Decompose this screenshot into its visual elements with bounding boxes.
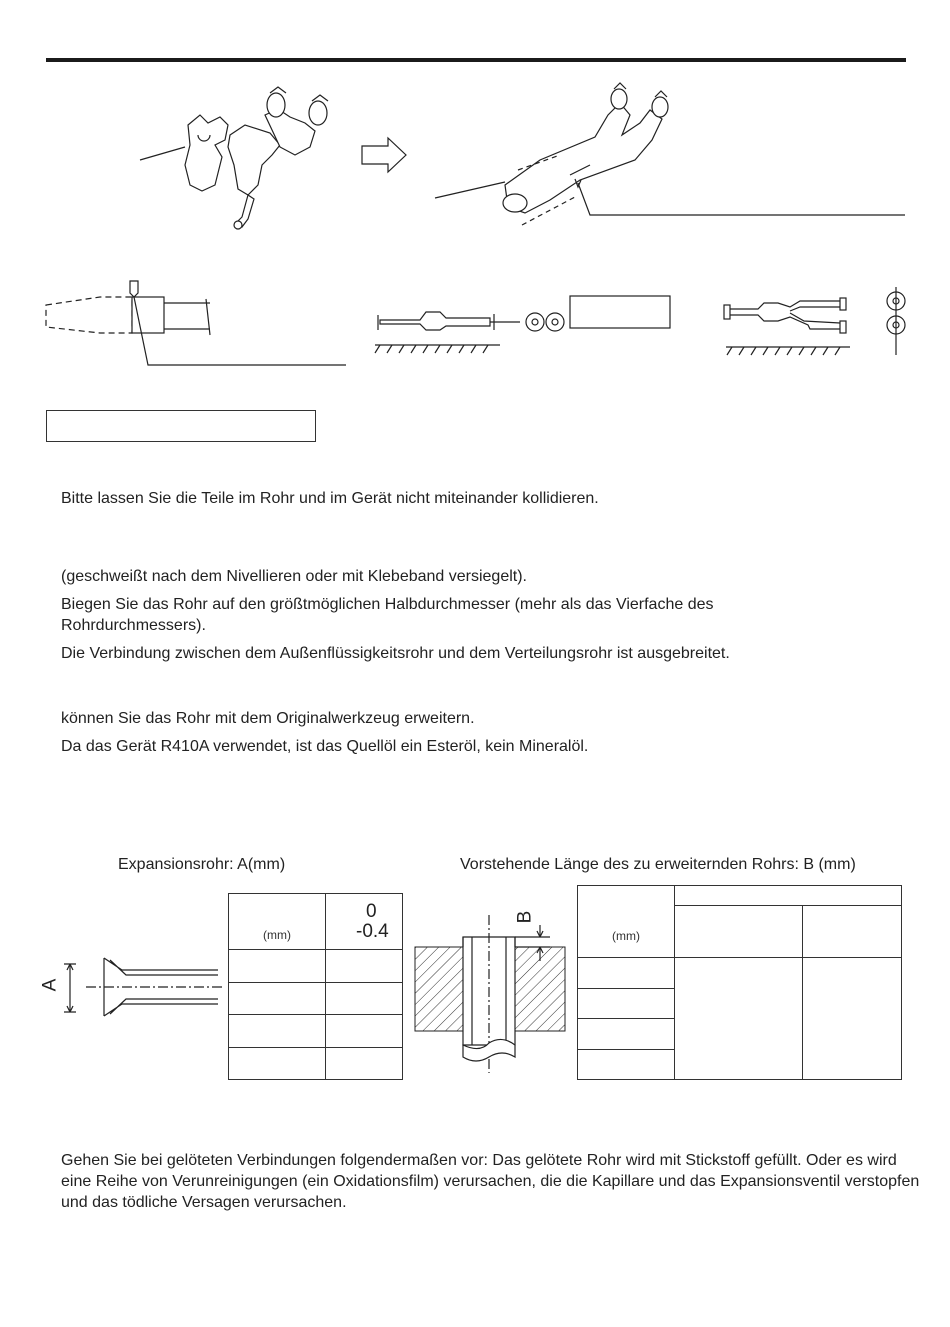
tolerance-header-cell [326, 894, 403, 950]
expansion-caption: Expansionsrohr: A(mm) [118, 856, 286, 873]
arrow-right-icon [360, 136, 410, 176]
expansion-header-cell [229, 894, 326, 950]
paragraph-4: Die Verbindung zwischen dem Außenflüssigkeitsrohr und dem Verteilungsrohr ist ausgebreitet. [61, 645, 730, 662]
protrusion-table [577, 885, 902, 1080]
dimension-a-label: A [39, 978, 61, 992]
expansion-unit: (mm) [263, 928, 291, 942]
distributor-original-illustration [130, 85, 340, 245]
pipe-cut-illustration [40, 275, 350, 375]
pipe-in-block-illustration [410, 885, 570, 1075]
protrusion-caption: Vorstehende Länge des zu erweiternden Rohrs: B (mm) [460, 856, 856, 873]
table-row [229, 982, 403, 1015]
table-row [229, 950, 403, 983]
protrusion-unit: (mm) [612, 929, 640, 943]
expansion-table [228, 893, 403, 1080]
paragraph-7: Gehen Sie bei gelöteten Verbindungen folgendermaßen vor: Das gelötete Rohr wird mit Stickstoff gefüllt. Oder es wird eine Reihe von Verunreinigungen (ein Oxidationsfilm) verursachen, die die Kapillare und das Expansionsventil verstopfen und das tödliche Versagen verursachen. [61, 1152, 920, 1211]
tolerance-bottom: -0.4 [356, 921, 389, 942]
pipe-capped-illustration [370, 290, 680, 360]
flared-pipe-illustration [40, 950, 225, 1020]
distributor-modified-illustration [430, 85, 910, 225]
table-row [229, 1015, 403, 1048]
header-rule [46, 58, 906, 62]
protrusion-header-cell [578, 886, 675, 958]
paragraph-6: Da das Gerät R410A verwendet, ist das Quellöl ein Esteröl, kein Mineralöl. [61, 738, 589, 755]
paragraph-2: (geschweißt nach dem Nivellieren oder mit Klebeband versiegelt). [61, 568, 527, 585]
branch-pipe-illustration [720, 285, 920, 365]
paragraph-1: Bitte lassen Sie die Teile im Rohr und im Gerät nicht miteinander kollidieren. [61, 490, 599, 507]
table-row [578, 958, 902, 989]
tolerance-top: 0 [366, 901, 377, 922]
dimension-b-label: B [514, 910, 536, 924]
table-row [229, 1047, 403, 1080]
label-box [46, 410, 316, 442]
paragraph-3: Biegen Sie das Rohr auf den größtmöglichen Halbdurchmesser (mehr als das Vierfache des Rohrdurchmessers). [61, 596, 714, 634]
paragraph-5: können Sie das Rohr mit dem Originalwerkzeug erweitern. [61, 710, 475, 727]
